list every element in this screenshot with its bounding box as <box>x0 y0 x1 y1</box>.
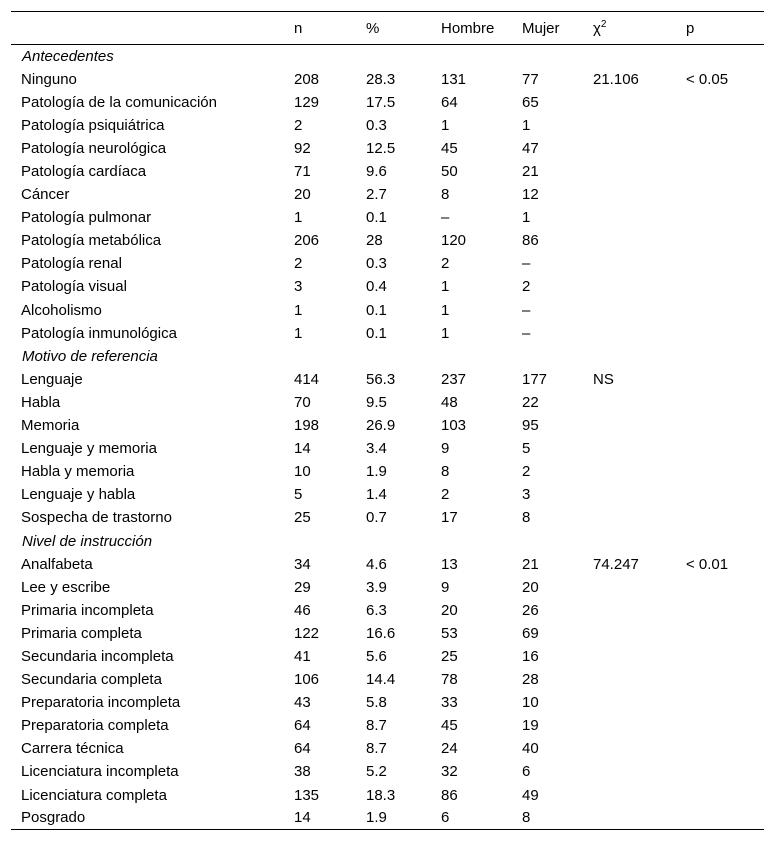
cell-p <box>686 576 764 599</box>
cell-pct: 18.3 <box>366 786 396 804</box>
cell-chi <box>593 275 686 298</box>
cell-mujer: 19 <box>522 717 539 735</box>
cell-hombre: 64 <box>441 93 458 111</box>
cell-chi <box>593 714 686 737</box>
cell-chi <box>593 645 686 668</box>
cell-chi <box>593 252 686 275</box>
cell-mujer: 28 <box>522 671 539 689</box>
cell-n: 2 <box>294 255 303 273</box>
cell-label: Secundaria completa <box>21 671 162 689</box>
table-row <box>11 460 764 483</box>
cell-pct: 0.1 <box>366 209 387 227</box>
cell-p <box>686 622 764 645</box>
cell-mujer: 22 <box>522 393 539 411</box>
cell-n: 70 <box>294 393 311 411</box>
cell-label: Patología psiquiátrica <box>21 116 165 134</box>
cell-n: 206 <box>294 232 320 250</box>
cell-chi <box>593 206 686 229</box>
cell-hombre: 86 <box>441 786 458 804</box>
table-row <box>11 506 764 529</box>
header-chi: χ <box>593 20 601 37</box>
cell-label: Habla <box>21 393 61 411</box>
section-title: Motivo de referencia <box>22 347 158 365</box>
cell-chi <box>593 322 686 345</box>
header-row <box>11 12 764 45</box>
cell-label: Ninguno <box>21 70 77 88</box>
cell-hombre: 20 <box>441 601 458 619</box>
cell-p <box>686 299 764 322</box>
cell-label: Patología cardíaca <box>21 163 147 181</box>
cell-n: 92 <box>294 139 311 157</box>
table-body <box>11 45 764 830</box>
cell-p <box>686 391 764 414</box>
cell-hombre: 50 <box>441 163 458 181</box>
cell-mujer: 5 <box>522 440 531 458</box>
cell-n: 1 <box>294 324 303 342</box>
cell-chi <box>593 737 686 760</box>
cell-label: Patología renal <box>21 255 122 273</box>
cell-label: Analfabeta <box>21 555 93 573</box>
table-row <box>11 275 764 298</box>
cell-n: 10 <box>294 463 311 481</box>
cell-pct: 6.3 <box>366 601 387 619</box>
cell-mujer: 40 <box>522 740 539 758</box>
cell-chi <box>593 160 686 183</box>
cell-hombre: 103 <box>441 417 467 435</box>
cell-pct: 9.5 <box>366 393 387 411</box>
cell-pct: 16.6 <box>366 624 396 642</box>
header-hombre: Hombre <box>441 12 522 45</box>
cell-p <box>686 784 764 807</box>
table-row <box>11 160 764 183</box>
header-pct: % <box>366 12 441 45</box>
cell-hombre: 32 <box>441 763 458 781</box>
header-chi-square <box>593 12 686 45</box>
cell-label: Preparatoria completa <box>21 717 169 735</box>
table-row <box>11 760 764 783</box>
cell-chi <box>593 784 686 807</box>
cell-chi <box>593 91 686 114</box>
cell-mujer: 3 <box>522 486 531 504</box>
cell-mujer: – <box>522 324 531 342</box>
cell-mujer: 95 <box>522 417 539 435</box>
cell-pct: 3.9 <box>366 578 387 596</box>
cell-n: 64 <box>294 740 311 758</box>
cell-label: Secundaria incompleta <box>21 647 174 665</box>
section-row <box>11 345 764 368</box>
table-row <box>11 807 764 830</box>
cell-p: < 0.01 <box>686 555 729 573</box>
cell-label: Posgrado <box>11 807 294 830</box>
cell-n: 208 <box>294 70 320 88</box>
cell-p <box>686 91 764 114</box>
cell-p <box>686 137 764 160</box>
table-row <box>11 91 764 114</box>
cell-mujer: 2 <box>522 278 531 296</box>
table-row <box>11 229 764 252</box>
cell-label: Alcoholismo <box>21 301 102 319</box>
cell-p <box>686 506 764 529</box>
cell-label: Sospecha de trastorno <box>21 509 172 527</box>
cell-p <box>686 668 764 691</box>
table-row <box>11 714 764 737</box>
cell-pct: 0.1 <box>366 324 387 342</box>
cell-mujer: – <box>522 301 531 319</box>
cell-chi <box>593 137 686 160</box>
cell-mujer: 86 <box>522 232 539 250</box>
cell-n: 64 <box>294 717 311 735</box>
cell-mujer: 65 <box>522 93 539 111</box>
cell-pct: 8.7 <box>366 717 387 735</box>
cell-n: 14 <box>294 807 366 830</box>
cell-p <box>686 160 764 183</box>
cell-mujer: 1 <box>522 209 531 227</box>
cell-hombre: 237 <box>441 370 467 388</box>
cell-pct: 28.3 <box>366 70 396 88</box>
cell-hombre: – <box>441 209 450 227</box>
cell-chi <box>593 691 686 714</box>
table-row <box>11 322 764 345</box>
cell-hombre: 1 <box>441 301 450 319</box>
cell-pct: 5.6 <box>366 647 387 665</box>
cell-mujer: 8 <box>522 807 593 830</box>
cell-label: Patología inmunológica <box>21 324 177 342</box>
cell-chi <box>593 599 686 622</box>
cell-chi <box>593 391 686 414</box>
cell-mujer: 6 <box>522 763 531 781</box>
cell-hombre: 45 <box>441 717 458 735</box>
cell-hombre: 13 <box>441 555 458 573</box>
cell-mujer: 1 <box>522 116 531 134</box>
cell-label: Memoria <box>21 417 80 435</box>
table-row <box>11 299 764 322</box>
cell-pct: 1.9 <box>366 463 387 481</box>
section-row <box>11 45 764 68</box>
cell-p <box>686 645 764 668</box>
table-row <box>11 437 764 460</box>
cell-mujer: 21 <box>522 555 539 573</box>
cell-p <box>686 760 764 783</box>
cell-n: 1 <box>294 209 303 227</box>
cell-hombre: 1 <box>441 278 450 296</box>
cell-n: 46 <box>294 601 311 619</box>
table-row <box>11 68 764 91</box>
table-row <box>11 784 764 807</box>
cell-hombre: 48 <box>441 393 458 411</box>
cell-label: Primaria incompleta <box>21 601 154 619</box>
cell-n: 2 <box>294 116 303 134</box>
cell-mujer: 47 <box>522 139 539 157</box>
cell-hombre: 2 <box>441 486 450 504</box>
cell-chi <box>593 807 686 830</box>
table-row <box>11 576 764 599</box>
cell-chi <box>593 437 686 460</box>
cell-p <box>686 414 764 437</box>
cell-n: 34 <box>294 555 311 573</box>
cell-mujer: 21 <box>522 163 539 181</box>
cell-label: Licenciatura completa <box>21 786 167 804</box>
table-row <box>11 553 764 576</box>
cell-p <box>686 599 764 622</box>
cell-chi <box>593 668 686 691</box>
table-row <box>11 206 764 229</box>
cell-pct: 1.9 <box>366 807 441 830</box>
cell-hombre: 8 <box>441 463 450 481</box>
table-row <box>11 414 764 437</box>
table-row <box>11 645 764 668</box>
cell-p <box>686 714 764 737</box>
cell-pct: 8.7 <box>366 740 387 758</box>
cell-p <box>686 460 764 483</box>
cell-p <box>686 737 764 760</box>
cell-n: 129 <box>294 93 320 111</box>
section-title: Nivel de instrucción <box>22 532 153 550</box>
cell-hombre: 131 <box>441 70 467 88</box>
cell-hombre: 9 <box>441 440 450 458</box>
cell-n: 14 <box>294 440 311 458</box>
cell-p <box>686 275 764 298</box>
cell-label: Patología de la comunicación <box>21 93 217 111</box>
cell-label: Lenguaje y habla <box>21 486 136 504</box>
cell-chi <box>593 506 686 529</box>
cell-hombre: 25 <box>441 647 458 665</box>
cell-hombre: 33 <box>441 694 458 712</box>
cell-p <box>686 691 764 714</box>
cell-p <box>686 322 764 345</box>
cell-pct: 56.3 <box>366 370 396 388</box>
cell-hombre: 1 <box>441 116 450 134</box>
cell-pct: 0.4 <box>366 278 387 296</box>
cell-label: Carrera técnica <box>21 740 124 758</box>
cell-pct: 1.4 <box>366 486 387 504</box>
cell-n: 106 <box>294 671 320 689</box>
header-chi-sup: 2 <box>600 19 607 30</box>
cell-pct: 26.9 <box>366 417 396 435</box>
cell-n: 198 <box>294 417 320 435</box>
cell-hombre: 2 <box>441 255 450 273</box>
cell-pct: 0.3 <box>366 116 387 134</box>
cell-hombre: 1 <box>441 324 450 342</box>
cell-mujer: 177 <box>522 370 548 388</box>
cell-pct: 5.2 <box>366 763 387 781</box>
table-row <box>11 691 764 714</box>
cell-pct: 12.5 <box>366 139 396 157</box>
cell-chi <box>593 483 686 506</box>
cell-p <box>686 368 764 391</box>
cell-n: 122 <box>294 624 320 642</box>
cell-mujer: 49 <box>522 786 539 804</box>
section-row <box>11 529 764 552</box>
cell-n: 29 <box>294 578 311 596</box>
section-title: Antecedentes <box>22 47 114 65</box>
cell-chi <box>593 460 686 483</box>
cell-chi: 74.247 <box>593 555 639 573</box>
cell-hombre: 53 <box>441 624 458 642</box>
cell-label: Patología neurológica <box>21 139 167 157</box>
cell-n: 71 <box>294 163 311 181</box>
cell-chi <box>593 576 686 599</box>
cell-mujer: 2 <box>522 463 531 481</box>
cell-p <box>686 183 764 206</box>
cell-label: Habla y memoria <box>21 463 135 481</box>
cell-pct: 2.7 <box>366 186 387 204</box>
cell-n: 20 <box>294 186 311 204</box>
cell-n: 135 <box>294 786 320 804</box>
header-p: p <box>686 12 764 45</box>
cell-chi <box>593 622 686 645</box>
cell-p <box>686 252 764 275</box>
cell-mujer: 26 <box>522 601 539 619</box>
cell-p <box>686 114 764 137</box>
cell-mujer: 20 <box>522 578 539 596</box>
cell-pct: 9.6 <box>366 163 387 181</box>
cell-p <box>686 437 764 460</box>
table-row <box>11 483 764 506</box>
cell-hombre: 8 <box>441 186 450 204</box>
cell-n: 25 <box>294 509 311 527</box>
cell-n: 3 <box>294 278 303 296</box>
cell-label: Primaria completa <box>21 624 142 642</box>
cell-hombre: 45 <box>441 139 458 157</box>
cell-mujer: 12 <box>522 186 539 204</box>
cell-pct: 17.5 <box>366 93 396 111</box>
header-label <box>11 12 294 45</box>
cell-label: Preparatoria incompleta <box>21 694 181 712</box>
cell-hombre: 17 <box>441 509 458 527</box>
cell-mujer: 10 <box>522 694 539 712</box>
cell-p <box>686 229 764 252</box>
cell-mujer: 8 <box>522 509 531 527</box>
table-row <box>11 737 764 760</box>
cell-hombre: 6 <box>441 807 522 830</box>
cell-pct: 3.4 <box>366 440 387 458</box>
header-mujer: Mujer <box>522 12 593 45</box>
cell-pct: 5.8 <box>366 694 387 712</box>
cell-n: 5 <box>294 486 303 504</box>
cell-hombre: 9 <box>441 578 450 596</box>
cell-chi <box>593 299 686 322</box>
cell-label: Licenciatura incompleta <box>21 763 179 781</box>
cell-p <box>686 483 764 506</box>
cell-pct: 0.7 <box>366 509 387 527</box>
cell-n: 43 <box>294 694 311 712</box>
cell-label: Patología pulmonar <box>21 209 152 227</box>
cell-chi <box>593 229 686 252</box>
cell-hombre: 120 <box>441 232 467 250</box>
header-n: n <box>294 12 366 45</box>
cell-n: 41 <box>294 647 311 665</box>
cell-hombre: 78 <box>441 671 458 689</box>
cell-pct: 14.4 <box>366 671 396 689</box>
cell-mujer: 69 <box>522 624 539 642</box>
table-row <box>11 622 764 645</box>
cell-mujer: 16 <box>522 647 539 665</box>
cell-p <box>686 807 764 830</box>
table-row <box>11 668 764 691</box>
table-row <box>11 114 764 137</box>
cell-label: Patología visual <box>21 278 127 296</box>
cell-hombre: 24 <box>441 740 458 758</box>
cell-chi <box>593 414 686 437</box>
cell-pct: 0.1 <box>366 301 387 319</box>
cell-label: Cáncer <box>21 186 70 204</box>
cell-p: < 0.05 <box>686 70 729 88</box>
cell-label: Lee y escribe <box>21 578 111 596</box>
cell-chi: NS <box>593 370 614 388</box>
table-row <box>11 252 764 275</box>
cell-mujer: – <box>522 255 531 273</box>
table-row <box>11 183 764 206</box>
cell-pct: 0.3 <box>366 255 387 273</box>
cell-label: Patología metabólica <box>21 232 162 250</box>
cell-p <box>686 206 764 229</box>
cell-chi <box>593 760 686 783</box>
cell-pct: 4.6 <box>366 555 387 573</box>
cell-chi: 21.106 <box>593 70 639 88</box>
data-table <box>11 11 764 830</box>
table-row <box>11 391 764 414</box>
cell-n: 414 <box>294 370 320 388</box>
cell-pct: 28 <box>366 232 383 250</box>
cell-chi <box>593 183 686 206</box>
cell-mujer: 77 <box>522 70 539 88</box>
table-row <box>11 599 764 622</box>
cell-label: Lenguaje y memoria <box>21 440 157 458</box>
cell-n: 1 <box>294 301 303 319</box>
table-row <box>11 137 764 160</box>
cell-label: Lenguaje <box>21 370 83 388</box>
table-row <box>11 368 764 391</box>
cell-chi <box>593 114 686 137</box>
cell-n: 38 <box>294 763 311 781</box>
